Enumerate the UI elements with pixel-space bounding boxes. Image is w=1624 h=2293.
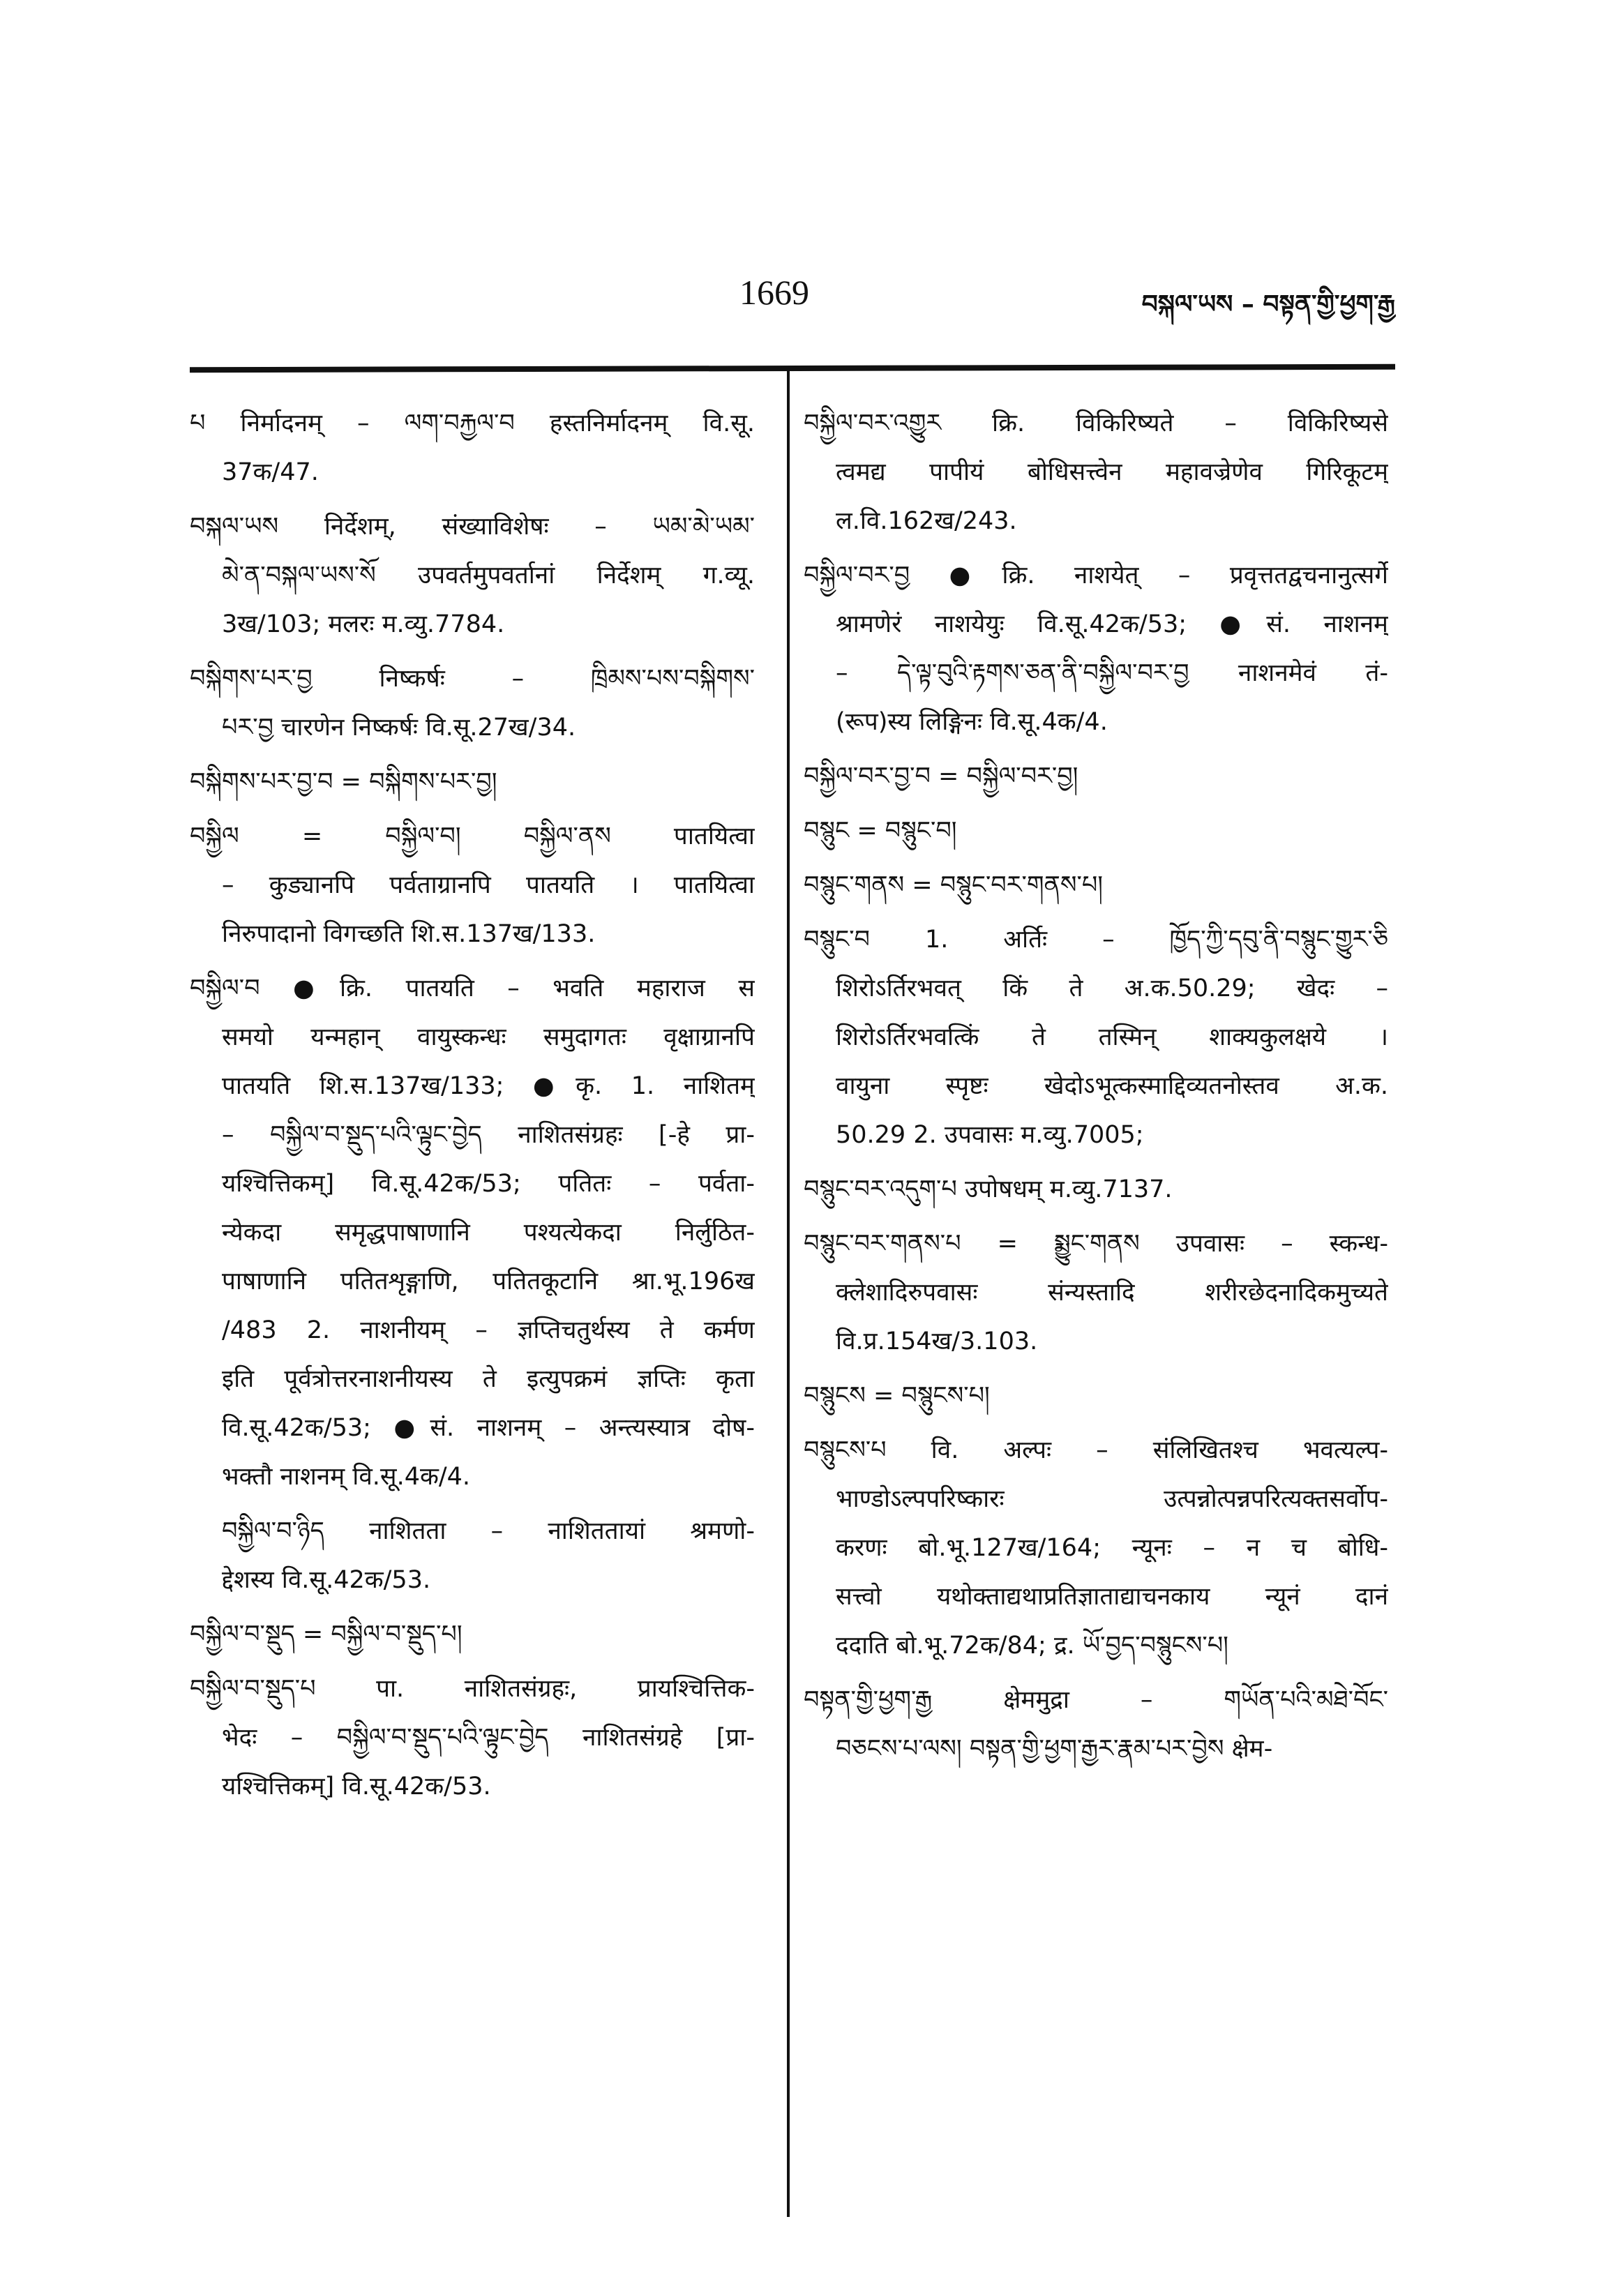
header-rule	[190, 364, 1395, 373]
entry-text-line: सत्त्वो यथोक्ताद्यथाप्रतिज्ञाताद्याचनकाय न्यूनं दानं	[836, 1583, 1388, 1611]
dictionary-entry	[190, 758, 755, 806]
entry-headword-line: བསྐིགས་པར་བྱ་བ = བསྐིགས་པར་བྱ།	[190, 768, 497, 796]
dictionary-entry	[804, 399, 1388, 546]
dictionary-entry	[804, 915, 1388, 1159]
entry-text-line: 3ख/103; मलरः म.व्यु.7784.	[222, 610, 505, 638]
entry-text-line: वि.प्र.154ख/3.103.	[836, 1328, 1038, 1355]
entry-headword-line: བསྐྱིལ་བར་བྱ ●क्रि. नाशयेत् – प्रवृत्ततद्वचनानुत्सर्गे	[804, 562, 1388, 589]
dictionary-entry	[804, 1426, 1388, 1670]
dictionary-entry	[190, 1507, 755, 1604]
entry-text-line: करणः बो.भू.127ख/164; न्यूनः – न च बोधि-	[836, 1534, 1388, 1562]
entry-text-line: भाण्डोऽल्पपरिष्कारः उत्पन्नोत्पन्नपरित्यक्तसर्वोप-	[836, 1485, 1388, 1513]
entry-headword-line: བསྙུང་བར་འདུག་པ उपोषधम् म.व्यु.7137.	[804, 1175, 1173, 1203]
dictionary-entry	[190, 964, 755, 1501]
entry-text-line: /483 2. नाशनीयम् – ज्ञप्तिचतुर्थस्य ते कर्मण	[222, 1316, 755, 1344]
entry-text-line: पाषाणानि पतितशृङ्गाणि, पतितकूटानि श्रा.भू.196ख	[222, 1268, 755, 1295]
entry-text-line: शिरोऽर्तिरभवत्किं ते तस्मिन् शाक्यकुलक्षये ।	[836, 1023, 1388, 1051]
dictionary-entry	[190, 399, 755, 497]
entry-text-line: མེ་ན་བསྐལ་ཡས་སོ उपवर्तमुपवर्तानां निर्देशम् ग.व्यू.	[222, 562, 755, 589]
entry-text-line: – བསྐྱིལ་བ་སྡུད་པའི་ལྟུང་བྱེད नाशितसंग्रहः [-हे प्रा-	[222, 1121, 755, 1149]
dictionary-entry	[804, 1165, 1388, 1214]
dictionary-entry	[804, 551, 1388, 746]
entry-headword-line: བསྐལ་ཡས निर्देशम्, संख्याविशेषः – ཡམ་མེ་ཡམ་	[190, 513, 755, 541]
entry-text-line: पातयति शि.स.137ख/133; ●कृ. 1. नाशितम्	[222, 1072, 755, 1100]
entry-text-line: བཅངས་པ་ལས། བསྟན་གྱི་ཕྱག་རྒྱར་རྣམ་པར་བྱེས क्षेम-	[836, 1735, 1273, 1763]
entry-headword-line: བསྙུང་བ 1. अर्तिः – ཁྱོད་ཀྱི་དབུ་ནི་བསྙུང་གྱུར་ཅི	[804, 926, 1388, 954]
dictionary-entry	[804, 752, 1388, 801]
entry-text-line: भेदः – བསྐྱིལ་བ་སྡུད་པའི་ལྟུང་བྱེད नाशितसंग्रहे [प्रा-	[222, 1724, 755, 1752]
entry-text-line: यश्चित्तिकम्] वि.सू.42क/53; पतितः – पर्वता-	[222, 1170, 755, 1198]
entry-text-line: 37क/47.	[222, 458, 319, 486]
entry-headword-line: བསྙུང་བར་གནས་པ = སྨྱུང་གནས उपवासः – स्कन्ध-	[804, 1230, 1388, 1258]
entry-headword-line: བསྐྱིལ = བསྐྱིལ་བ། བསྐྱིལ་ནས पातयित्वा	[190, 822, 755, 850]
dictionary-entry	[190, 812, 755, 958]
page-number: 1669	[739, 273, 809, 312]
entry-text-line: इति पूर्वत्रोत्तरनाशनीयस्य ते इत्युपक्रमं ज्ञप्तिः कृता	[222, 1365, 755, 1393]
dictionary-entry	[190, 1610, 755, 1659]
entry-text-line: ल.वि.162ख/243.	[836, 507, 1017, 535]
dictionary-entry	[804, 1676, 1388, 1773]
running-head: བསྐལ་ཡས – བསྟན་གྱི་ཕྱག་རྒྱ	[1141, 290, 1395, 319]
entry-text-line: द्देशस्य वि.सू.42क/53.	[222, 1566, 431, 1594]
entry-headword-line: བསྙུང = བསྙུང་བ།	[804, 817, 957, 845]
entry-text-line: श्रामणेरं नाशयेयुः वि.सू.42क/53; ●सं. नाशनम्	[836, 610, 1388, 638]
entry-text-line: निरुपादानो विगच्छति शि.स.137ख/133.	[222, 920, 596, 948]
entry-text-line: (रूप)स्य लिङ्गिनः वि.सू.4क/4.	[836, 708, 1108, 736]
entry-headword-line: བསྙུང་གནས = བསྙུང་བར་གནས་པ།	[804, 871, 1104, 899]
entry-headword-line: བསྐྱིལ་བར་བྱ་བ = བསྐྱིལ་བར་བྱ།	[804, 762, 1078, 790]
entry-text-line: वि.सू.42क/53; ●सं. नाशनम् – अन्त्यस्यात्र दोष-	[222, 1414, 755, 1442]
entry-text-line: – དེ་ལྟ་བུའི་རྟགས་ཅན་ནི་བསྐྱིལ་བར་བྱ नाशनमेवं तं-	[836, 659, 1388, 687]
entry-headword-line: བསྐྱིལ་བ་སྡུད་པ पा. नाशितसंग्रहः, प्रायश्चित्तिक-	[190, 1675, 755, 1703]
entry-text-line: समयो यन्महान् वायुस्कन्धः समुदागतः वृक्षाग्रानपि	[222, 1023, 755, 1051]
entry-headword-line: བསྟན་གྱི་ཕྱག་རྒྱ क्षेममुद्रा – གཡོན་པའི་མཐེ་བོང་	[804, 1686, 1388, 1714]
entry-headword-line: བསྐྱིལ་བ་སྡུད = བསྐྱིལ་བ་སྡུད་པ།	[190, 1621, 463, 1648]
dictionary-entry	[804, 806, 1388, 855]
dictionary-entry	[804, 1371, 1388, 1420]
entry-headword-line: བསྐྱིལ་བ ●क्रि. पातयति – भवति महाराज स	[190, 975, 755, 1002]
entry-headword-line: པ निर्मादनम् – ལག་བརྐྱལ་བ हस्तनिर्मादनम् वि.सू.	[190, 409, 755, 437]
dictionary-entry	[804, 1219, 1388, 1366]
entry-text-line: क्लेशादिरुपवासः संन्यस्तादि शरीरछेदनादिकमुच्यते	[836, 1279, 1388, 1307]
column-divider	[787, 368, 790, 2217]
entry-text-line: भक्तौ नाशनम् वि.सू.4क/4.	[222, 1463, 471, 1491]
entry-text-line: པར་བྱ चारणेन निष्कर्षः वि.सू.27ख/34.	[222, 714, 576, 742]
dictionary-entry	[190, 502, 755, 649]
entry-headword-line: བསྐྱིལ་བ་ཉིད नाशितता – नाशिततायां श्रमणो-	[222, 1517, 755, 1545]
entry-headword-line: བསྙུངས་པ वि. अल्पः – संलिखितश्च भवत्यल्प-	[804, 1436, 1388, 1464]
entry-text-line: वायुना स्पृष्टः खेदोऽभूत्कस्माद्दिव्यतनोस्तव अ.क.	[836, 1072, 1388, 1100]
dictionary-entry	[804, 861, 1388, 910]
entry-headword-line: བསྐིགས་པར་བྱ निष्कर्षः – ཁྲིམས་པས་བསྐིགས་	[190, 665, 755, 693]
entry-text-line: ददाति बो.भू.72क/84; द्र. ཡོ་བྱད་བསྙུངས་པ།	[836, 1632, 1228, 1660]
right-column	[804, 399, 1388, 1779]
entry-headword-line: བསྙུངས = བསྙུངས་པ།	[804, 1382, 990, 1410]
entry-text-line: त्वमद्य पापीयं बोधिसत्त्वेन महावज्रेणेव गिरिकूटम्	[836, 458, 1388, 486]
entry-headword-line: བསྐྱིལ་བར་འགྱུར क्रि. विकिरिष्यते – विकिरिष्यसे	[804, 409, 1388, 437]
entry-text-line: 50.29 2. उपवासः म.व्यु.7005;	[836, 1121, 1144, 1149]
entry-text-line: यश्चित्तिकम्] वि.सू.42क/53.	[222, 1773, 491, 1800]
entry-text-line: शिरोऽर्तिरभवत् किं ते अ.क.50.29; खेदः –	[836, 975, 1388, 1002]
entry-text-line: न्येकदा समृद्धपाषाणानि पश्यत्येकदा निर्लुठित-	[222, 1219, 755, 1247]
dictionary-entry	[190, 654, 755, 752]
left-column	[190, 399, 755, 1817]
entry-text-line: – कुड्यानपि पर्वताग्रानपि पातयति । पातयित्वा	[222, 871, 755, 899]
dictionary-entry	[190, 1664, 755, 1811]
